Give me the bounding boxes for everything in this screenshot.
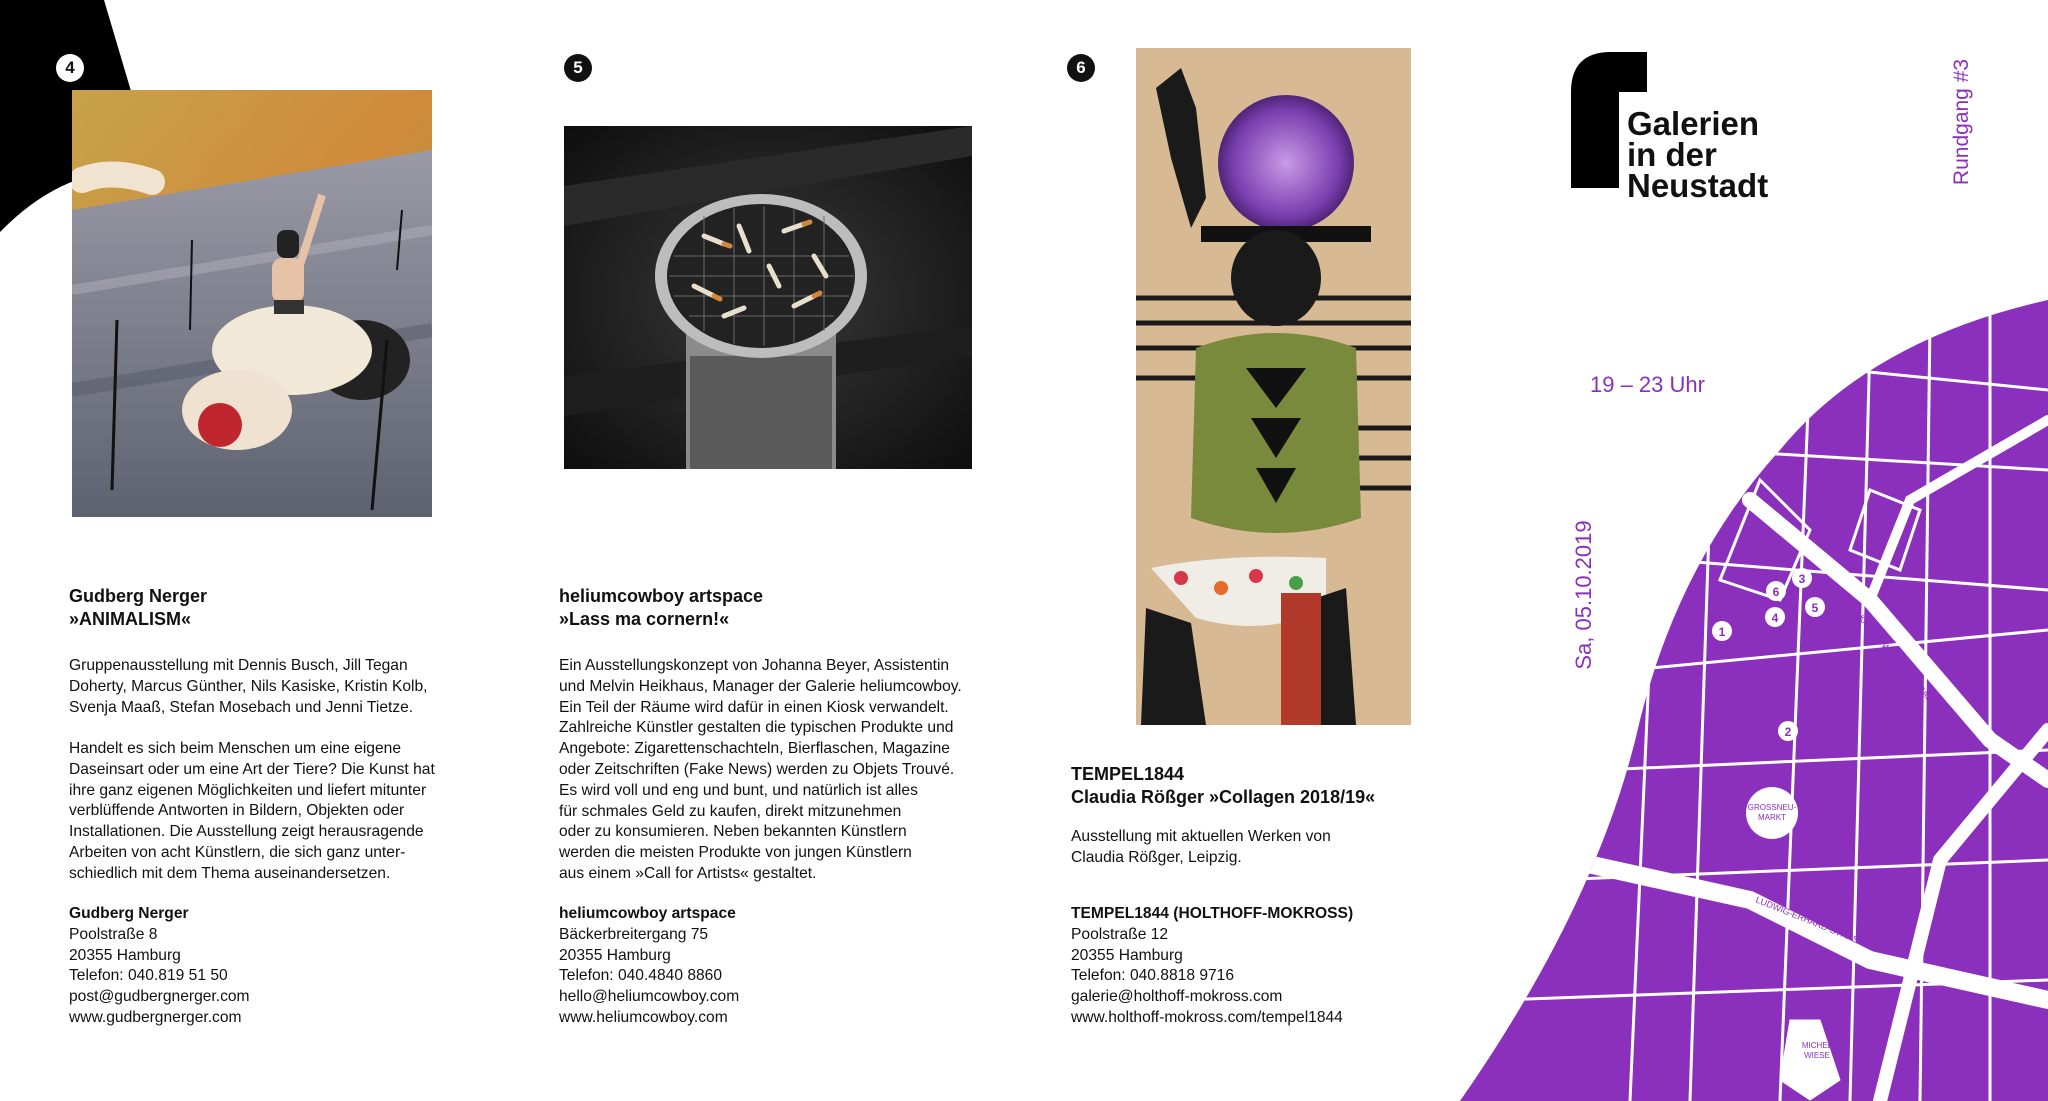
map-marker-4-label: 4: [1771, 611, 1779, 625]
gallery-4-web-link[interactable]: www.gudbergnerger.com: [69, 1008, 242, 1026]
gallery-6-title: TEMPEL1844: [1071, 764, 1185, 784]
gallery-5-email-link[interactable]: hello@heliumcowboy.com: [559, 988, 740, 1006]
collage-figure-icon: [1136, 48, 1411, 725]
gallery-4-email-link[interactable]: post@gudbergnerger.com: [69, 988, 250, 1006]
gallery-4-subtitle: »ANIMALISM«: [69, 609, 192, 629]
gallery-4-number: 4: [56, 54, 84, 82]
brand-title-line-3: Neustadt: [1627, 167, 1769, 204]
gallery-4-phone[interactable]: Telefon: 040.819 51 50: [69, 967, 228, 985]
brand-title-line-1: Galerien: [1627, 105, 1760, 142]
gallery-6-web-link[interactable]: www.holthoff-mokross.com/tempel1844: [1071, 1008, 1343, 1026]
painting-larva-rider-icon: [72, 90, 432, 517]
gallery-5-phone[interactable]: Telefon: 040.4840 8860: [559, 967, 723, 985]
gallery-6-subtitle: Claudia Rößger »Collagen 2018/19«: [1071, 787, 1376, 807]
map-marker-4[interactable]: [1765, 607, 1785, 627]
gallery-4-artwork: [72, 90, 432, 517]
map-marker-1[interactable]: [1712, 621, 1732, 641]
gallery-4-city: 20355 Hamburg: [69, 946, 181, 964]
gallery-5-paragraph-1: Ein Ausstellungskonzept von Johanna Beyer, Assistentin und Melvin Heikhaus, Manager der Galerie heliumcowboy. Ein Teil der Räume wird dafür in einen Kiosk verwandelt. Zahlreiche Künstler gestalten die typischen Produkte und Angebote: Zigarettenschachteln, Bierflaschen, Magazine oder Zeitschriften (Fake News) werden zu Objets Trouvé. Es wird voll und eng und bunt, und natürlich ist alles für schmales Geld zu kaufen, direkt mitzunehmen oder zu konsumieren. Neben bekannten Künstlern werden die meisten Produkte von jungen Künstlern aus einem »Call for Artists« gestaltet.: [559, 657, 962, 882]
tour-label: Rundgang #3: [1950, 58, 1973, 186]
gallery-6-city: 20355 Hamburg: [1071, 946, 1183, 964]
map-marker-6[interactable]: [1766, 581, 1786, 601]
gallery-4-address: [69, 904, 250, 1029]
gallery-5-subtitle: »Lass ma cornern!«: [559, 609, 730, 629]
map-marker-2[interactable]: [1778, 721, 1798, 741]
gallery-5-title: heliumcowboy artspace: [559, 586, 764, 606]
event-date: Sa, 05.10.2019: [1571, 520, 1596, 670]
map-marker-1-label: 1: [1718, 625, 1726, 639]
gallery-5-street: Bäckerbreitergang 75: [559, 925, 709, 943]
gallery-5-address-name: heliumcowboy artspace: [559, 905, 736, 922]
map-marker-3-label: 3: [1798, 572, 1806, 586]
map-marker-6-label: 6: [1772, 585, 1780, 599]
gallery-6-number: 6: [1067, 54, 1095, 82]
map-marker-5[interactable]: [1805, 597, 1825, 617]
gallery-5-artwork: [564, 126, 972, 469]
gallery-4-title: Gudberg Nerger: [69, 586, 208, 606]
photo-ashtray-icon: [564, 126, 972, 469]
gallery-6-phone[interactable]: Telefon: 040.8818 9716: [1071, 967, 1235, 985]
gallery-5-address: [559, 904, 739, 1029]
gallery-6-street: Poolstraße 12: [1071, 925, 1169, 943]
gallery-4-address-name: Gudberg Nerger: [69, 905, 189, 922]
place-michel-wiese-line-1: MICHEL: [1801, 1041, 1833, 1050]
place-michel-wiese-line-2: WIESE: [1804, 1051, 1830, 1060]
gallery-5-web-link[interactable]: www.heliumcowboy.com: [559, 1008, 728, 1026]
brand-title-line-2: in der: [1627, 136, 1717, 173]
district-map: [1450, 300, 2048, 1101]
gallery-6-artwork: [1136, 48, 1411, 725]
gallery-4-street: Poolstraße 8: [69, 925, 158, 943]
gallery-5-city: 20355 Hamburg: [559, 946, 671, 964]
map-marker-5-label: 5: [1811, 601, 1819, 615]
gallery-6-paragraph-1: Ausstellung mit aktuellen Werken von Claudia Rößger, Leipzig.: [1071, 828, 1331, 866]
place-grossneumarkt-line-1: GROSSNEU-: [1747, 803, 1797, 812]
gallery-6-address-name: TEMPEL1844 (HOLTHOFF-MOKROSS): [1071, 905, 1354, 922]
brand-title: [1627, 105, 1769, 204]
street-kaiser-wilhelm: KAISER-WILHELM-STRASSE: [1856, 612, 1943, 713]
street-ludwig-erhard: LUDWIG-ERHARD-STRASSE: [1754, 894, 1872, 950]
place-grossneumarkt-line-2: MARKT: [1758, 813, 1786, 822]
gallery-4-paragraph-1: Gruppenausstellung mit Dennis Busch, Jill Tegan Doherty, Marcus Günther, Nils Kasiske, Kristin Kolb, Svenja Maaß, Stefan Mosebach und Jenni Tietze.: [69, 657, 428, 716]
gallery-6-email-link[interactable]: galerie@holthoff-mokross.com: [1071, 988, 1283, 1006]
gallery-5-number: 5: [564, 54, 592, 82]
map-marker-3[interactable]: [1792, 568, 1812, 588]
gallery-6-address: [1071, 904, 1353, 1029]
gallery-4-paragraph-2: Handelt es sich beim Menschen um eine eigene Daseinsart oder um eine Art der Tiere? Die Kunst hat ihre ganz eigenen Möglichkeiten und liefert mitunter verblüffende Antworten in Bildern, Objekten oder Installationen. Die Ausstellung zeigt herausragende Arbeiten von acht Künstlern, die sich ganz unter- schiedlich mit dem Thema auseinandersetzen.: [69, 740, 435, 882]
opening-hours: 19 – 23 Uhr: [1590, 372, 1705, 397]
map-marker-2-label: 2: [1784, 725, 1792, 739]
